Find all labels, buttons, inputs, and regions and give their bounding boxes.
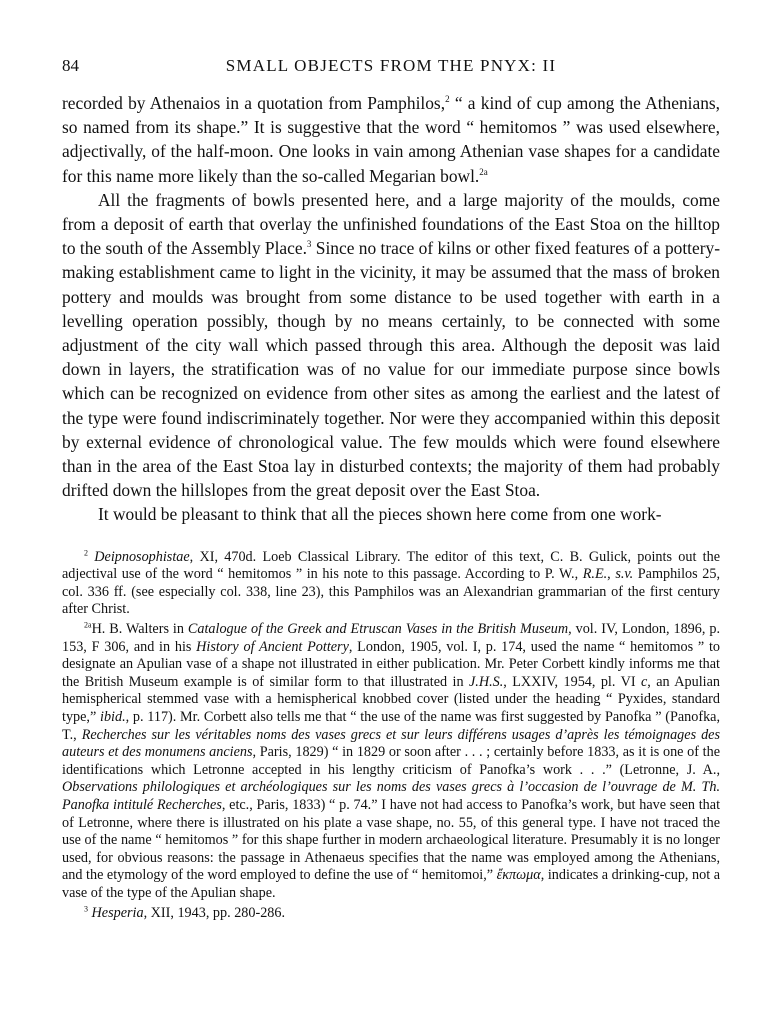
footnote-2a-text: , Paris, 1829) “ in 1829 or soon after . . . ; certainly before 1833, as it is one of the identifications which Letronne accepted in his lengthy criticism of Panofka’s work . . .” (Letronne, J. A., <box>62 744 720 778</box>
footnote-2-abbrev: R.E. <box>582 566 608 583</box>
footnote-2a-abbrev: J.H.S. <box>469 673 504 690</box>
footnote-2-title: Deipnosophistae <box>94 548 190 565</box>
footnote-3 <box>62 905 720 923</box>
footnote-2-text: Pamphilos 25, col. 336 ff. (see especially col. 338, line 23), this Pamphilos was an Alexandrian grammarian of the first century after Christ. <box>62 566 720 618</box>
footnote-2a-abbrev: ibid. <box>100 709 126 725</box>
paragraph-2 <box>62 188 720 503</box>
footnote-2a-text: , vol. IV, London, 1896, p. 153, F 306, and in his <box>62 621 721 655</box>
footnote-2a-marker: 2a <box>84 620 92 630</box>
document-page <box>62 56 720 922</box>
footnote-2a-plate-letter: c <box>640 673 648 690</box>
paragraph-1 <box>62 91 720 188</box>
footnote-3-marker: 3 <box>84 903 88 913</box>
footnote-2a <box>62 621 720 903</box>
running-head: SMALL OBJECTS FROM THE PNYX: II <box>225 56 557 75</box>
footnote-2a-text: , an Apulian hemispherical stemmed vase with a hemispherical knobbed cover (listed under the heading “ Pyxides, standard type,” <box>62 673 720 725</box>
paragraph-1-text-a: recorded by Athenaios in a quotation from Pamphilos, <box>62 93 446 113</box>
footnote-ref-2: 2 <box>445 94 450 105</box>
paragraph-1-text-b: “ a kind of cup among the Athenians, so named from its shape.” It is suggestive that the word “ hemitomos ” was used elsewhere, adjectivally, of the half-moon. One looks in vain among Athenian vase shapes for a candidate for this name more likely than the so-called Megarian bowl. <box>62 93 720 186</box>
footnote-3-text: , XII, 1943, pp. 280-286. <box>143 904 286 921</box>
footnote-2-marker: 2 <box>84 547 88 557</box>
footnotes <box>62 549 720 922</box>
footnote-2 <box>62 549 720 619</box>
footnote-2a-text: , etc., Paris, 1833) “ p. 74.” I have not had access to Panofka’s work, but have seen that of Letronne, where there is illustrated on his plate a vase shape, no. 55, of this general type. I have not traced the use of the name “ hemitomos ” for this shape further in modern archaeological literature. Presumably it is no longer used, for obvious reasons: the passage in Athenaeus specifies that the name was employed among the Athenians, and the etymology of the word employed to define the use of “ hemitomoi,” <box>62 796 721 884</box>
paragraph-2-text-b: Since no trace of kilns or other fixed features of a pottery-making establishment came to light in the vicinity, it may be assumed that the mass of broken pottery and moulds was brought from some distance to be used together with earth in a levelling operation possibly, though by no means certainly, to be connected with some adjustment of the city wall which passed through this area. Although the deposit was laid down in layers, the stratification was of no value for our immediate purpose since bowls which can be recognized on evidence from other sites as among the earliest and the latest of the type were found indiscriminately together. Nor were they accompanied within this deposit by external evidence of chronological value. The few moulds which were found elsewhere than in the area of the East Stoa lay in disturbed contexts; the majority of them had probably drifted down the hillslopes from the great deposit over the East Stoa. <box>62 238 721 501</box>
footnote-2a-text: , p. 117). Mr. Corbett also tells me that “ the use of the name was first suggested by Panofka ” (Panofka, T., <box>62 709 721 743</box>
footnote-2a-title: History of Ancient Pottery <box>196 638 349 655</box>
footnote-2a-text: , indicates a drinking-cup, not a vase of the type of the Apulian shape. <box>62 867 720 901</box>
footnote-ref-2a: 2a <box>479 166 488 177</box>
footnote-2a-greek-word: ἔκπωμα <box>496 867 541 884</box>
footnote-ref-3: 3 <box>306 239 312 250</box>
footnote-3-title: Hesperia <box>91 904 144 921</box>
paragraph-3: It would be pleasant to think that all the pieces shown here come from one work- <box>98 504 662 525</box>
footnote-2-text: , <box>607 566 616 583</box>
body-text <box>62 91 720 527</box>
paragraph-2-text-a: All the fragments of bowls presented here, and a large majority of the moulds, come from a deposit of earth that overlay the unfinished foundations of the East Stoa on the hilltop to the south of the Assembly Place. <box>62 189 720 259</box>
page-header <box>62 56 720 82</box>
footnote-2a-text: , LXXIV, 1954, pl. VI <box>503 673 641 690</box>
page-number: 84 <box>62 56 79 75</box>
footnote-2a-text: H. B. Walters in <box>91 621 188 638</box>
footnote-2a-text: , London, 1905, vol. I, p. 174, used the name “ hemitomos ” to designate an Apulian vase of a shape not illustrated in either publication. Mr. Peter Corbett kindly informs me that the British Museum example is of similar form to that illustrated in <box>62 638 721 690</box>
footnote-2a-title: Recherches sur les véritables noms des vases grecs et sur leurs différens usages d’après les témoignages des auteurs et des monumens anciens <box>62 726 720 761</box>
footnote-2a-title: Catalogue of the Greek and Etruscan Vases in the British Museum <box>187 621 569 638</box>
footnote-2a-title: Observations philologiques et archéologiques sur les noms des vases grecs à l’occasion de l’ouvrage de M. Th. Panofka intitulé Recherches <box>62 779 720 813</box>
footnote-2-text: , XI, 470d. Loeb Classical Library. The editor of this text, C. B. Gulick, points out the adjectival use of the word “ hemitomos ” in his note to this passage. According to P. W., <box>62 548 720 583</box>
footnote-2-abbrev: s.v. <box>615 566 634 583</box>
